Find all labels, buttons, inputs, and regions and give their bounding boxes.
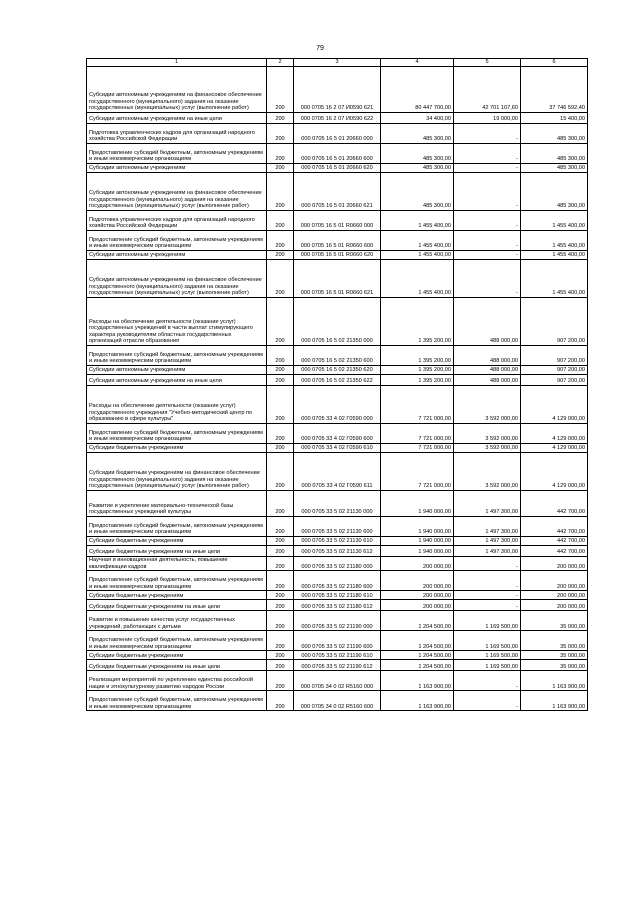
row-value-executed: - [454,600,521,611]
table-row [87,651,588,660]
row-value-approved: 200 000,00 [381,591,454,600]
row-name: Расходы на обеспечение деятельности (оказание услуг) государственных учреждений в части выплат стимулирующего характера руководителям областных государственных организаций отрасли образования [87,298,267,346]
row-code: 200 [267,113,294,124]
row-value-remaining: 35 000,00 [521,631,588,651]
row-code: 200 [267,386,294,424]
table-row [87,517,588,537]
row-value-approved: 1 395 200,00 [381,375,454,386]
row-value-remaining: 1 455 400,00 [521,260,588,298]
row-value-remaining: 1 163 900,00 [521,691,588,711]
row-code: 200 [267,67,294,113]
table-row [87,173,588,211]
row-name: Субсидии бюджетным учреждениям [87,591,267,600]
row-value-remaining: 442 700,00 [521,537,588,546]
row-value-approved: 1 204 500,00 [381,660,454,671]
row-name: Расходы на обеспечение деятельности (оказание услуг) государственного учреждения "Учебно-методический центр по образованию в сфере культуры" [87,386,267,424]
row-value-executed: - [454,211,521,231]
row-value-remaining: 4 129 000,00 [521,453,588,491]
table-row [87,591,588,600]
table-row [87,251,588,260]
row-code: 200 [267,557,294,571]
row-name: Предоставление субсидий бюджетным, автономным учреждениям и иным некоммерческим организациям [87,424,267,444]
header-row [87,59,588,67]
row-code: 200 [267,173,294,211]
row-value-executed: 3 592 000,00 [454,453,521,491]
row-name: Субсидии автономным учреждениям на финансовое обеспечение государственного (муниципального) задания на оказание государственных (муниципальных) услуг (выполнение работ) [87,260,267,298]
row-kbk: 000 0705 16 5 02 21350 620 [294,366,381,375]
row-value-approved: 1 163 900,00 [381,691,454,711]
row-value-executed: 3 592 000,00 [454,424,521,444]
row-kbk: 000 0705 16 5 01 R0660 600 [294,231,381,251]
row-value-approved: 7 721 000,00 [381,453,454,491]
row-value-approved: 1 455 400,00 [381,211,454,231]
row-value-remaining: 1 455 400,00 [521,251,588,260]
column-header: 4 [381,59,454,67]
row-value-remaining: 200 000,00 [521,571,588,591]
table-row [87,611,588,631]
table-row [87,571,588,591]
row-name: Субсидии автономным учреждениям [87,164,267,173]
row-value-remaining: 907 200,00 [521,346,588,366]
row-value-executed: 488 000,00 [454,375,521,386]
table-row [87,346,588,366]
row-kbk: 000 0705 33 5 02 21180 000 [294,557,381,571]
row-name: Научная и инновационная деятельность, повышение квалификации кадров [87,557,267,571]
row-value-approved: 1 940 000,00 [381,546,454,557]
row-code: 200 [267,611,294,631]
table-row [87,660,588,671]
row-value-remaining: 37 746 592,40 [521,67,588,113]
row-value-remaining: 35 000,00 [521,611,588,631]
table-row [87,424,588,444]
row-value-executed: 1 169 500,00 [454,611,521,631]
row-code: 200 [267,375,294,386]
row-value-executed: 1 169 500,00 [454,651,521,660]
row-value-executed: - [454,671,521,691]
column-header: 6 [521,59,588,67]
row-value-executed: - [454,557,521,571]
row-kbk: 000 0705 33 5 02 21130 600 [294,517,381,537]
row-name: Субсидии бюджетным учреждениям на иные цели [87,660,267,671]
row-code: 200 [267,591,294,600]
row-code: 200 [267,671,294,691]
row-kbk: 000 0705 33 5 02 21190 600 [294,631,381,651]
column-header: 2 [267,59,294,67]
row-value-executed: 1 169 500,00 [454,631,521,651]
row-value-executed: 1 169 500,00 [454,660,521,671]
row-kbk: 000 0705 33 5 02 21130 000 [294,491,381,517]
row-value-remaining: 4 129 000,00 [521,386,588,424]
row-code: 200 [267,631,294,651]
row-name: Субсидии бюджетным учреждениям на иные цели [87,546,267,557]
row-value-executed: 19 000,00 [454,113,521,124]
row-value-remaining: 1 163 900,00 [521,671,588,691]
row-value-executed: - [454,124,521,144]
row-value-remaining: 442 700,00 [521,546,588,557]
row-value-executed: - [454,260,521,298]
row-value-executed: - [454,144,521,164]
row-value-approved: 34 400,00 [381,113,454,124]
row-value-approved: 1 395 200,00 [381,346,454,366]
row-value-remaining: 200 000,00 [521,600,588,611]
table-row [87,491,588,517]
row-code: 200 [267,537,294,546]
row-value-executed: 1 497 300,00 [454,491,521,517]
row-code: 200 [267,366,294,375]
row-name: Субсидии автономным учреждениям на финансовое обеспечение государственного (муниципального) задания на оказание государственных (муниципальных) услуг (выполнение работ) [87,67,267,113]
row-name: Предоставление субсидий бюджетным, автономным учреждениям и иным некоммерческим организациям [87,571,267,591]
row-value-remaining: 15 400,00 [521,113,588,124]
row-value-approved: 1 940 000,00 [381,537,454,546]
row-code: 200 [267,517,294,537]
row-value-executed: 3 592 000,00 [454,444,521,453]
row-name: Предоставление субсидий бюджетным, автономным учреждениям и иным некоммерческим организациям [87,346,267,366]
row-value-approved: 1 455 400,00 [381,260,454,298]
row-value-remaining: 35 000,00 [521,651,588,660]
row-name: Субсидии бюджетным учреждениям на иные цели [87,600,267,611]
table-row [87,691,588,711]
row-value-approved: 1 455 400,00 [381,251,454,260]
row-kbk: 000 0705 33 5 02 21130 610 [294,537,381,546]
row-kbk: 000 0705 16 5 01 20660 600 [294,144,381,164]
row-value-remaining: 4 129 000,00 [521,424,588,444]
row-value-remaining: 485 300,00 [521,173,588,211]
row-kbk: 000 0705 33 5 02 21190 000 [294,611,381,631]
row-code: 200 [267,346,294,366]
row-value-executed: - [454,251,521,260]
table-row [87,211,588,231]
table-row [87,600,588,611]
page-number: 79 [316,45,324,52]
row-code: 200 [267,144,294,164]
row-value-executed: - [454,231,521,251]
row-name: Субсидии автономным учреждениям на иные цели [87,375,267,386]
row-name: Развитие и повышение качества услуг государственных учреждений, работающих с детьми [87,611,267,631]
row-name: Субсидии бюджетным учреждениям [87,537,267,546]
table-row [87,375,588,386]
table-row [87,537,588,546]
row-value-approved: 485 300,00 [381,173,454,211]
row-kbk: 000 0705 16 5 01 20660 000 [294,124,381,144]
row-value-remaining: 4 129 000,00 [521,444,588,453]
row-value-approved: 1 204 500,00 [381,631,454,651]
row-kbk: 000 0705 34 0 02 R5160 000 [294,671,381,691]
row-kbk: 000 0705 34 0 02 R5160 600 [294,691,381,711]
row-code: 200 [267,546,294,557]
row-kbk: 000 0705 16 5 01 R0660 620 [294,251,381,260]
row-value-remaining: 907 200,00 [521,375,588,386]
row-kbk: 000 0705 33 5 02 21180 600 [294,571,381,591]
row-value-remaining: 1 455 400,00 [521,211,588,231]
row-value-approved: 485 300,00 [381,124,454,144]
row-value-approved: 1 395 200,00 [381,366,454,375]
row-kbk: 000 0705 33 4 02 Г0590 610 [294,444,381,453]
row-value-approved: 80 447 700,00 [381,67,454,113]
row-code: 200 [267,251,294,260]
row-code: 200 [267,660,294,671]
row-value-remaining: 1 455 400,00 [521,231,588,251]
row-value-executed: 1 497 300,00 [454,546,521,557]
row-name: Субсидии автономным учреждениям на иные цели [87,113,267,124]
row-code: 200 [267,691,294,711]
row-kbk: 000 0705 33 5 02 21180 610 [294,591,381,600]
row-code: 200 [267,260,294,298]
row-value-executed: - [454,691,521,711]
row-value-remaining: 485 300,00 [521,144,588,164]
table-row [87,557,588,571]
row-value-executed: - [454,173,521,211]
table-row [87,113,588,124]
row-value-approved: 1 455 400,00 [381,231,454,251]
row-value-remaining: 200 000,00 [521,557,588,571]
row-value-approved: 1 204 500,00 [381,611,454,631]
table-row [87,444,588,453]
row-value-remaining: 907 200,00 [521,298,588,346]
row-code: 200 [267,298,294,346]
budget-table [86,58,588,711]
row-value-executed: 1 497 300,00 [454,517,521,537]
column-header: 3 [294,59,381,67]
row-value-approved: 1 395 200,00 [381,298,454,346]
row-value-executed: 42 701 107,60 [454,67,521,113]
row-value-approved: 485 300,00 [381,144,454,164]
row-kbk: 000 0705 33 4 02 Г0590 611 [294,453,381,491]
row-kbk: 000 0705 33 5 02 21190 610 [294,651,381,660]
table-row [87,231,588,251]
row-value-remaining: 200 000,00 [521,591,588,600]
row-value-approved: 1 163 900,00 [381,671,454,691]
table-row [87,671,588,691]
row-name: Предоставление субсидий бюджетным, автономным учреждениям и иным некоммерческим организациям [87,517,267,537]
row-name: Реализация мероприятий по укреплению единства российской нации и этнокультурному развитию народов России [87,671,267,691]
row-name: Субсидии бюджетным учреждениям [87,444,267,453]
row-code: 200 [267,231,294,251]
row-value-approved: 200 000,00 [381,600,454,611]
row-name: Субсидии автономным учреждениям на финансовое обеспечение государственного (муниципального) задания на оказание государственных (муниципальных) услуг (выполнение работ) [87,173,267,211]
table-row [87,260,588,298]
row-value-approved: 485 300,00 [381,164,454,173]
row-code: 200 [267,600,294,611]
row-kbk: 000 0705 33 5 02 21180 612 [294,600,381,611]
table-row [87,298,588,346]
row-value-approved: 1 940 000,00 [381,491,454,517]
row-kbk: 000 0705 16 5 01 R0660 621 [294,260,381,298]
row-value-approved: 200 000,00 [381,571,454,591]
row-value-executed: 488 000,00 [454,298,521,346]
row-name: Подготовка управленческих кадров для организаций народного хозяйства Российской Федерации [87,124,267,144]
row-kbk: 000 0705 33 4 02 Г0590 600 [294,424,381,444]
table-row [87,546,588,557]
row-name: Субсидии автономным учреждениям [87,366,267,375]
row-value-executed: 488 000,00 [454,346,521,366]
row-code: 200 [267,651,294,660]
row-value-executed: 3 592 000,00 [454,386,521,424]
table-row [87,631,588,651]
row-value-approved: 7 721 000,00 [381,444,454,453]
table-row [87,67,588,113]
row-name: Предоставление субсидий бюджетным, автономным учреждениям и иным некоммерческим организациям [87,144,267,164]
row-name: Субсидии бюджетным учреждениям [87,651,267,660]
row-name: Субсидии автономным учреждениям [87,251,267,260]
table-row [87,144,588,164]
row-name: Развитие и укрепление материально-технической базы государственных учреждений культуры [87,491,267,517]
table-row [87,124,588,144]
row-value-approved: 1 940 000,00 [381,517,454,537]
row-value-remaining: 35 000,00 [521,660,588,671]
row-code: 200 [267,424,294,444]
row-kbk: 000 0705 16 5 02 21350 622 [294,375,381,386]
table-row [87,366,588,375]
row-value-remaining: 485 300,00 [521,164,588,173]
table-row [87,453,588,491]
row-kbk: 000 0705 16 2 07 И0590 621 [294,67,381,113]
row-code: 200 [267,444,294,453]
column-header: 1 [87,59,267,67]
row-code: 200 [267,491,294,517]
row-name: Предоставление субсидий бюджетным, автономным учреждениям и иным некоммерческим организациям [87,631,267,651]
row-value-remaining: 442 700,00 [521,517,588,537]
row-value-approved: 7 721 000,00 [381,424,454,444]
row-value-approved: 1 204 500,00 [381,651,454,660]
row-value-remaining: 442 700,00 [521,491,588,517]
row-kbk: 000 0705 33 5 02 21190 612 [294,660,381,671]
row-value-executed: - [454,591,521,600]
row-kbk: 000 0705 33 4 02 Г0590 000 [294,386,381,424]
row-code: 200 [267,211,294,231]
row-name: Предоставление субсидий бюджетным, автономным учреждениям и иным некоммерческим организациям [87,231,267,251]
row-kbk: 000 0705 16 5 01 R0660 000 [294,211,381,231]
row-value-executed: 488 000,00 [454,366,521,375]
row-kbk: 000 0705 16 2 07 И0590 622 [294,113,381,124]
row-kbk: 000 0705 16 5 02 21350 600 [294,346,381,366]
row-kbk: 000 0705 16 5 02 21350 000 [294,298,381,346]
row-value-executed: 1 497 300,00 [454,537,521,546]
row-value-approved: 7 721 000,00 [381,386,454,424]
row-value-executed: - [454,571,521,591]
row-name: Субсидии бюджетным учреждениям на финансовое обеспечение государственного (муниципального) задания на оказание государственных (муниципальных) услуг (выполнение работ) [87,453,267,491]
row-code: 200 [267,453,294,491]
row-code: 200 [267,164,294,173]
row-value-remaining: 485 300,00 [521,124,588,144]
row-code: 200 [267,571,294,591]
row-kbk: 000 0705 16 5 01 20660 621 [294,173,381,211]
column-header: 5 [454,59,521,67]
row-name: Предоставление субсидий бюджетным, автономным учреждениям и иным некоммерческим организациям [87,691,267,711]
table-row [87,386,588,424]
row-kbk: 000 0705 33 5 02 21130 612 [294,546,381,557]
row-kbk: 000 0705 16 5 01 20660 620 [294,164,381,173]
table-row [87,164,588,173]
row-name: Подготовка управленческих кадров для организаций народного хозяйства Российской Федерации [87,211,267,231]
row-value-remaining: 907 200,00 [521,366,588,375]
row-value-executed: - [454,164,521,173]
row-value-approved: 200 000,00 [381,557,454,571]
row-code: 200 [267,124,294,144]
